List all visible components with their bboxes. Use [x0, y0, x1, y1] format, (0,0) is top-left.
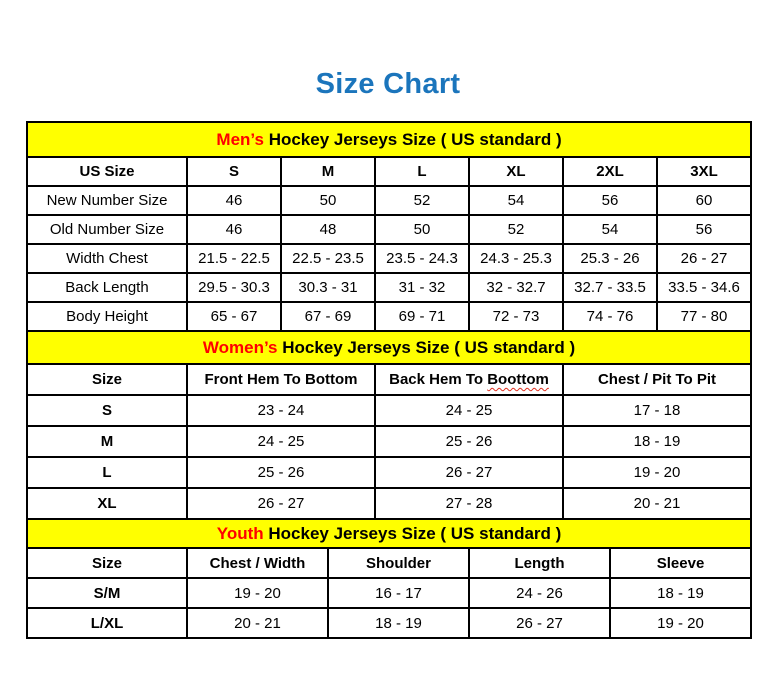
- column-header-shoulder: Shoulder: [328, 548, 469, 578]
- table-row-womens-s: [27, 395, 751, 426]
- table-cell: 48: [281, 215, 375, 244]
- table-cell: 23.5 - 24.3: [375, 244, 469, 273]
- column-header-chest-width: Chest / Width: [187, 548, 328, 578]
- row-label: XL: [27, 488, 187, 519]
- table-cell: 67 - 69: [281, 302, 375, 331]
- womens-section-header: [27, 331, 751, 364]
- mens-section-header: [27, 122, 751, 157]
- table-cell: 50: [375, 215, 469, 244]
- table-cell: 33.5 - 34.6: [657, 273, 751, 302]
- table-cell: 54: [563, 215, 657, 244]
- table-cell: 24.3 - 25.3: [469, 244, 563, 273]
- womens-size-table: [26, 330, 752, 520]
- table-cell: 46: [187, 186, 281, 215]
- table-row-womens-m: [27, 426, 751, 457]
- table-cell: 54: [469, 186, 563, 215]
- row-label: Back Length: [27, 273, 187, 302]
- table-cell: 18 - 19: [328, 608, 469, 638]
- page-title: Size Chart: [315, 68, 461, 100]
- table-cell: 27 - 28: [375, 488, 563, 519]
- table-row-body-height: [27, 302, 751, 331]
- table-cell: 50: [281, 186, 375, 215]
- table-cell: 52: [469, 215, 563, 244]
- table-cell: 26 - 27: [187, 488, 375, 519]
- column-header-s: S: [187, 157, 281, 186]
- table-row-womens-l: [27, 457, 751, 488]
- womens-columns-row: [27, 364, 751, 395]
- youth-section-header: [27, 519, 751, 548]
- table-cell: 74 - 76: [563, 302, 657, 331]
- table-cell: 19 - 20: [610, 608, 751, 638]
- womens-section-accent: Women’s: [202, 337, 278, 357]
- table-cell: 24 - 25: [187, 426, 375, 457]
- row-label: M: [27, 426, 187, 457]
- table-cell: 22.5 - 23.5: [281, 244, 375, 273]
- column-header-size: Size: [27, 364, 187, 395]
- column-header-m: M: [281, 157, 375, 186]
- table-cell: 19 - 20: [563, 457, 751, 488]
- youth-size-table: [26, 518, 752, 639]
- mens-section-row: [27, 122, 751, 157]
- table-row-youth-lxl: [27, 608, 751, 638]
- back-hem-label-misspelled: Boottom: [487, 371, 549, 388]
- table-cell: 21.5 - 22.5: [187, 244, 281, 273]
- column-header-2xl: 2XL: [563, 157, 657, 186]
- table-cell: 26 - 27: [657, 244, 751, 273]
- table-cell: 72 - 73: [469, 302, 563, 331]
- table-cell: 46: [187, 215, 281, 244]
- youth-section-accent: Youth: [216, 523, 264, 543]
- table-row-womens-xl: [27, 488, 751, 519]
- table-cell: 60: [657, 186, 751, 215]
- table-cell: 29.5 - 30.3: [187, 273, 281, 302]
- column-header-length: Length: [469, 548, 610, 578]
- column-header-sleeve: Sleeve: [610, 548, 751, 578]
- row-label: L/XL: [27, 608, 187, 638]
- table-cell: 65 - 67: [187, 302, 281, 331]
- table-cell: 19 - 20: [187, 578, 328, 608]
- row-label: L: [27, 457, 187, 488]
- table-cell: 32.7 - 33.5: [563, 273, 657, 302]
- column-header-us-size: US Size: [27, 157, 187, 186]
- column-header-size: Size: [27, 548, 187, 578]
- table-cell: 20 - 21: [187, 608, 328, 638]
- table-cell: 23 - 24: [187, 395, 375, 426]
- table-cell: 31 - 32: [375, 273, 469, 302]
- table-cell: 20 - 21: [563, 488, 751, 519]
- column-header-back-hem: [375, 364, 563, 395]
- mens-columns-row: [27, 157, 751, 186]
- table-cell: 52: [375, 186, 469, 215]
- table-row-youth-sm: [27, 578, 751, 608]
- back-hem-label-prefix: Back Hem To: [389, 371, 488, 388]
- column-header-xl: XL: [469, 157, 563, 186]
- row-label: New Number Size: [27, 186, 187, 215]
- table-cell: 17 - 18: [563, 395, 751, 426]
- youth-columns-row: [27, 548, 751, 578]
- table-row-width-chest: [27, 244, 751, 273]
- row-label: Width Chest: [27, 244, 187, 273]
- table-cell: 16 - 17: [328, 578, 469, 608]
- table-cell: 24 - 26: [469, 578, 610, 608]
- womens-section-title-rest: Hockey Jerseys Size ( US standard ): [277, 337, 576, 357]
- row-label: S/M: [27, 578, 187, 608]
- table-cell: 32 - 32.7: [469, 273, 563, 302]
- table-cell: 77 - 80: [657, 302, 751, 331]
- table-row-back-length: [27, 273, 751, 302]
- table-cell: 25 - 26: [375, 426, 563, 457]
- womens-section-row: [27, 331, 751, 364]
- row-label: S: [27, 395, 187, 426]
- column-header-l: L: [375, 157, 469, 186]
- table-cell: 56: [657, 215, 751, 244]
- table-cell: 25.3 - 26: [563, 244, 657, 273]
- table-cell: 26 - 27: [375, 457, 563, 488]
- mens-section-accent: Men’s: [216, 129, 264, 149]
- youth-section-row: [27, 519, 751, 548]
- column-header-3xl: 3XL: [657, 157, 751, 186]
- table-cell: 18 - 19: [563, 426, 751, 457]
- table-row-new-number-size: [27, 186, 751, 215]
- column-header-front-hem: Front Hem To Bottom: [187, 364, 375, 395]
- youth-section-title-rest: Hockey Jerseys Size ( US standard ): [263, 523, 562, 543]
- table-cell: 18 - 19: [610, 578, 751, 608]
- table-row-old-number-size: [27, 215, 751, 244]
- mens-section-title-rest: Hockey Jerseys Size ( US standard ): [263, 129, 562, 149]
- table-cell: 69 - 71: [375, 302, 469, 331]
- row-label: Body Height: [27, 302, 187, 331]
- column-header-chest-pit: Chest / Pit To Pit: [563, 364, 751, 395]
- table-cell: 30.3 - 31: [281, 273, 375, 302]
- table-cell: 24 - 25: [375, 395, 563, 426]
- size-chart-tables: [26, 121, 750, 639]
- table-cell: 25 - 26: [187, 457, 375, 488]
- mens-size-table: [26, 121, 752, 332]
- table-cell: 26 - 27: [469, 608, 610, 638]
- row-label: Old Number Size: [27, 215, 187, 244]
- table-cell: 56: [563, 186, 657, 215]
